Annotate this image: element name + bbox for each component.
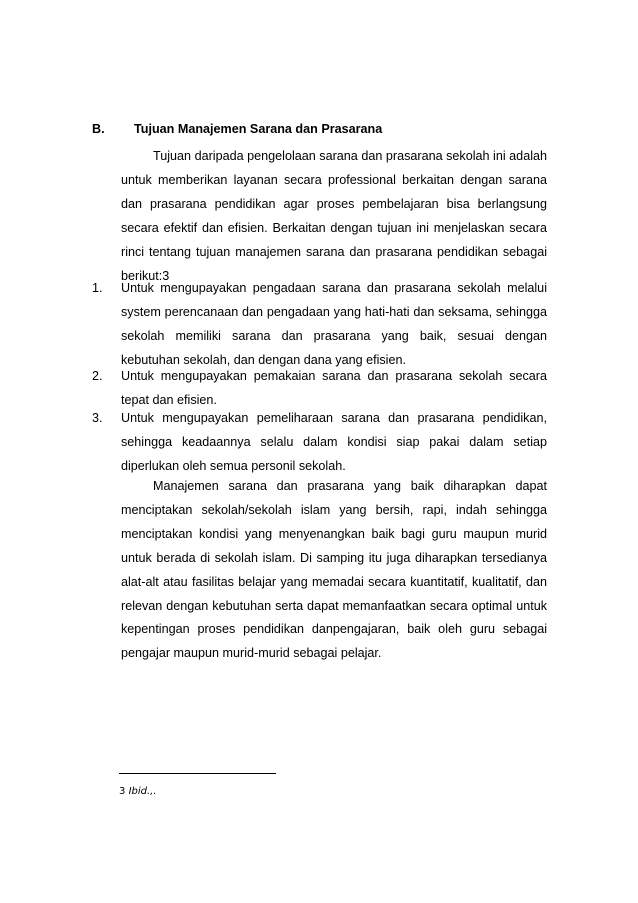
section-letter: B. — [92, 122, 105, 136]
list-item-number: 1. — [92, 281, 103, 295]
section-heading — [92, 120, 382, 138]
list-item-number: 2. — [92, 369, 103, 383]
list-item — [92, 365, 547, 413]
closing-paragraph: Manajemen sarana dan prasarana yang baik diharapkan dapat menciptakan sekolah/sekolah islam yang bersih, rapi, indah sehingga menciptakan kondisi yang menyenangkan baik bagi guru maupun murid untuk berada di sekolah islam. Di samping itu juga diharapkan tersedianya alat-alt atau fasilitas belajar yang memadai secara kuantitatif, kualitatif, dan relevan dengan kebutuhan serta dapat memanfaatkan secara optimal untuk kepentingan proses pendidikan danpengajaran, baik oleh guru sebagai pengajar maupun murid-murid sebagai pelajar. — [121, 479, 547, 661]
footnote-separator — [119, 773, 276, 774]
list-item-text: Untuk mengupayakan pemakaian sarana dan prasarana sekolah secara tepat dan efisien. — [121, 369, 547, 407]
footnote-number: 3 — [119, 786, 126, 797]
footnote-text: Ibid.,. — [128, 786, 157, 797]
list-item-number: 3. — [92, 411, 103, 425]
list-item-text: Untuk mengupayakan pengadaan sarana dan prasarana sekolah melalui system perencanaan dan pengadaan yang hati-hati dan seksama, sehingga sekolah memiliki sarana dan prasarana yang baik, sesuai dengan kebutuhan sekolah, dan dengan dana yang efisien. — [121, 281, 547, 367]
list-item — [92, 277, 547, 373]
section-title: Tujuan Manajemen Sarana dan Prasarana — [134, 122, 383, 136]
list-item-text: Untuk mengupayakan pemeliharaan sarana dan prasarana pendidikan, sehingga keadaannya selalu dalam kondisi siap pakai dalam setiap diperlukan oleh semua personil sekolah. — [121, 411, 547, 473]
footnote — [119, 785, 157, 799]
intro-paragraph: Tujuan daripada pengelolaan sarana dan prasarana sekolah ini adalah untuk memberikan layanan secara professional berkaitan dengan sarana dan prasarana pendidikan agar proses pembelajaran bisa berlangsung secara efektif dan efisien. Berkaitan dengan tujuan ini menjelaskan secara rinci tentang tujuan manajemen sarana dan prasarana pendidikan sebagai berikut:3 — [121, 149, 547, 283]
list-item — [92, 407, 547, 479]
